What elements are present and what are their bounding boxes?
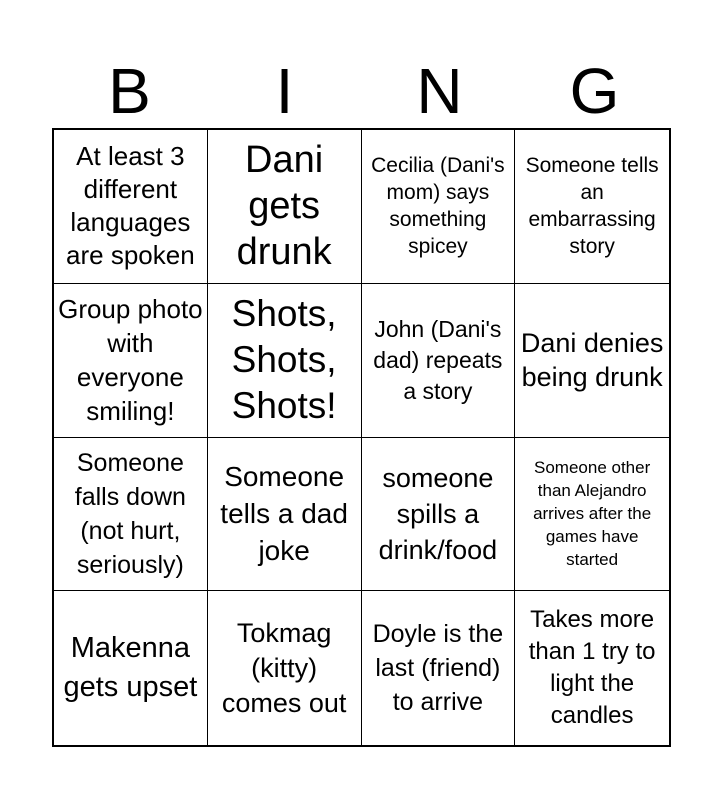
bingo-cell-text: Shots, Shots, Shots! xyxy=(231,293,337,427)
bingo-header xyxy=(52,55,671,127)
bingo-cell-text: Someone other than Alejandro arrives after the games have started xyxy=(533,458,652,570)
bingo-cell-text: Tokmag (kitty) comes out xyxy=(221,617,347,718)
bingo-cell[interactable] xyxy=(54,130,208,284)
bingo-cell[interactable] xyxy=(54,438,208,592)
bingo-cell-text: Someone tells an embarrassing story xyxy=(525,154,659,259)
bingo-cell-text: Group photo with everyone smiling! xyxy=(58,294,203,427)
bingo-cell-text: Takes more than 1 try to light the candles xyxy=(528,606,656,730)
bingo-cell-text: someone spills a drink/food xyxy=(378,462,498,565)
header-letter-g: G xyxy=(569,55,620,127)
header-letter-b: B xyxy=(108,55,151,127)
bingo-cell-text: Cecilia (Dani's mom) says something spicey xyxy=(371,154,505,259)
bingo-cell[interactable] xyxy=(362,591,516,745)
bingo-cell[interactable] xyxy=(208,438,362,592)
header-letter-i: I xyxy=(275,55,294,127)
bingo-cell[interactable] xyxy=(515,130,669,284)
bingo-cell[interactable] xyxy=(54,591,208,745)
bingo-cell-text: Makenna gets upset xyxy=(63,632,198,704)
bingo-cell[interactable] xyxy=(515,438,669,592)
bingo-cell-text: Someone tells a dad joke xyxy=(220,461,348,567)
bingo-cell-text: Doyle is the last (friend) to arrive xyxy=(372,620,504,717)
bingo-cell[interactable] xyxy=(515,591,669,745)
bingo-cell[interactable] xyxy=(362,284,516,438)
bingo-cell[interactable] xyxy=(54,284,208,438)
bingo-cell[interactable] xyxy=(208,130,362,284)
header-letter-n: N xyxy=(416,55,463,127)
bingo-cell-text: John (Dani's dad) repeats a story xyxy=(373,315,503,404)
bingo-cell[interactable] xyxy=(208,284,362,438)
bingo-cell-text: Dani denies being drunk xyxy=(520,328,664,393)
bingo-cell[interactable] xyxy=(208,591,362,745)
bingo-cell-text: At least 3 different languages are spoken xyxy=(66,141,195,271)
bingo-cell[interactable] xyxy=(362,130,516,284)
bingo-cell[interactable] xyxy=(362,438,516,592)
bingo-cell-text: Dani gets drunk xyxy=(236,139,332,274)
bingo-card-grid xyxy=(52,128,671,747)
bingo-cell-text: Someone falls down (not hurt, seriously) xyxy=(74,448,186,579)
bingo-cell[interactable] xyxy=(515,284,669,438)
